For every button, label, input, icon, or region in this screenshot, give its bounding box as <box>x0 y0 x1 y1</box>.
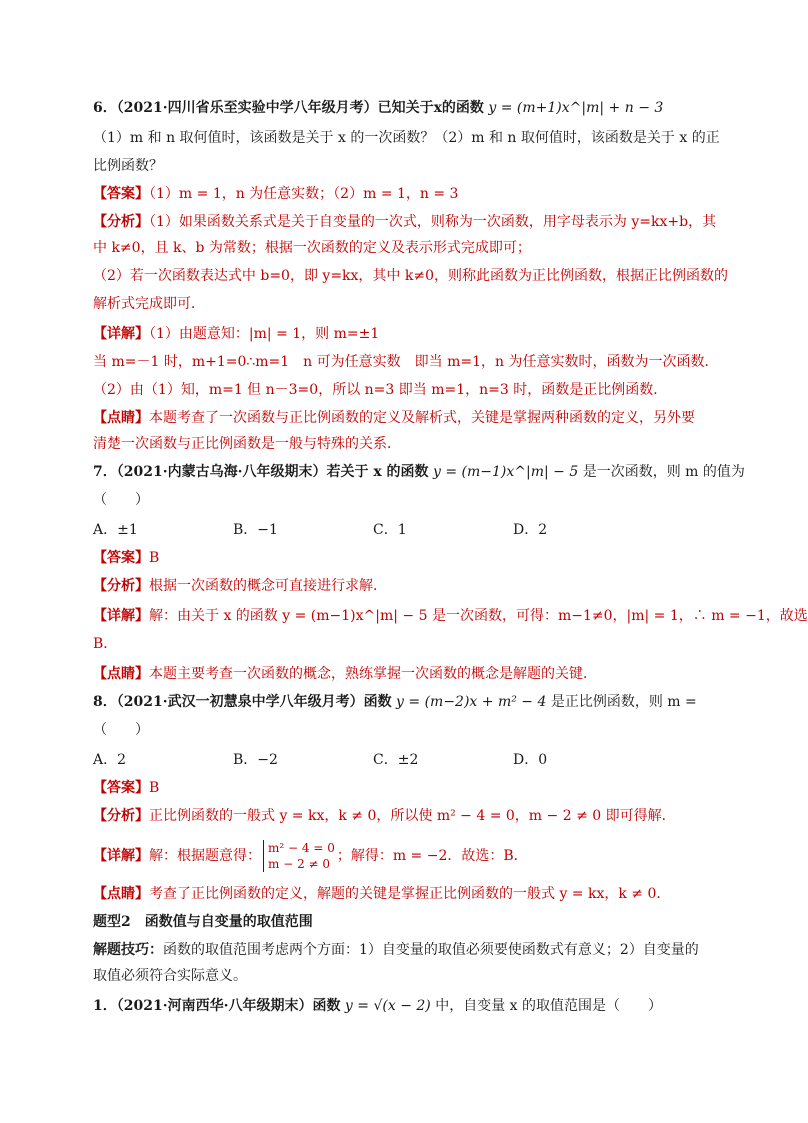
q6-title-line <box>93 98 705 118</box>
answer-text: （1）m = 1，n 为任意实数；（2）m = 1，n = 3 <box>149 186 459 202</box>
section-tip-line-2: 取值必须符合实际意义。 <box>93 968 247 984</box>
detail-tag: 【详解】 <box>93 848 149 864</box>
q8-detail <box>93 836 705 876</box>
detail-tag: 【详解】 <box>93 326 149 342</box>
q6-analysis-line-4: 解析式完成即可． <box>93 296 205 312</box>
q8-formula: y = (m−2)x + m² − 4 <box>396 694 547 710</box>
q8-option-d: D．0 <box>513 752 548 768</box>
q8-answer <box>93 778 705 798</box>
detail-post: ；解得：m = −2．故选：B． <box>336 848 528 864</box>
q6-point-line-1 <box>93 408 705 428</box>
q6-detail-line-1 <box>93 324 705 344</box>
detail-text: （1）由题意知：|m| = 1，则 m=±1 <box>149 326 380 342</box>
q8-options <box>93 750 705 770</box>
answer-text: B <box>149 780 160 796</box>
q7-analysis <box>93 576 705 596</box>
q7-formula: y = (m−1)x^|m| − 5 <box>433 464 579 480</box>
point-text: 考查了正比例函数的定义，解题的关键是掌握正比例函数的一般式 y = kx，k ≠ 0． <box>149 886 671 902</box>
q7-title-tail: 是一次函数，则 m 的值为 <box>582 464 745 480</box>
point-tag: 【点睛】 <box>93 886 149 902</box>
answer-tag: 【答案】 <box>93 550 149 566</box>
equation-2: m − 2 ≠ 0 <box>268 857 331 871</box>
q6-analysis-line-1 <box>93 212 717 232</box>
analysis-tag: 【分析】 <box>93 578 149 594</box>
q7-option-c: C．1 <box>373 522 407 538</box>
q6-point-line-2: 清楚一次函数与正比例函数是一般与特殊的关系． <box>93 436 401 452</box>
detail-pre: 解：根据题意得： <box>149 848 261 864</box>
q7-detail-line-2: B． <box>93 636 118 652</box>
detail-text: 解：由关于 x 的函数 y = (m−1)x^|m| − 5 是一次函数，可得：m−1≠0，|m| = 1，∴ m = −1，故选 <box>149 608 808 624</box>
q1-title: 1．（2021·河南西华·八年级期末）函数 <box>93 998 341 1014</box>
q7-option-d: D．2 <box>513 522 548 538</box>
point-text: 本题考查了一次函数与正比例函数的定义及解析式，关键是掌握两种函数的定义，另外要 <box>149 410 695 426</box>
q8-paren: （ ） <box>93 722 149 738</box>
analysis-text: 根据一次函数的概念可直接进行求解． <box>149 578 387 594</box>
point-tag: 【点睛】 <box>93 410 149 426</box>
q7-title-line <box>93 462 745 482</box>
section-heading: 题型2 函数值与自变量的取值范围 <box>93 914 313 930</box>
q7-answer <box>93 548 705 568</box>
analysis-tag: 【分析】 <box>93 214 149 230</box>
q6-answer <box>93 184 705 204</box>
q8-option-b: B．−2 <box>233 752 278 768</box>
q8-point <box>93 884 705 904</box>
q1-formula: y = √(x − 2) <box>344 998 431 1014</box>
q7-title: 7．（2021·内蒙古乌海·八年级期末）若关于 x 的函数 <box>93 464 429 480</box>
q1-title-tail: 中，自变量 x 的取值范围是（ ） <box>435 998 662 1014</box>
q8-title-line <box>93 692 705 712</box>
q8-option-c: C．±2 <box>373 752 419 768</box>
q6-title: 6．（2021·四川省乐至实验中学八年级月考）已知关于x的函数 <box>93 100 484 116</box>
q7-point <box>93 664 705 684</box>
q6-analysis-line-2: 中 k≠0，且 k、b 为常数；根据一次函数的定义及表示形式完成即可； <box>93 240 531 256</box>
analysis-text: 正比例函数的一般式 y = kx，k ≠ 0，所以使 m² − 4 = 0，m − 2 ≠ 0 即可得解． <box>149 808 676 824</box>
q6-detail-line-2: 当 m=－1 时，m+1=0∴m=1 n 可为任意实数 即当 m=1，n 为任意实数时，函数为一次函数． <box>93 354 719 370</box>
tip-tag: 解题技巧： <box>93 942 163 958</box>
point-text: 本题主要考查一次函数的概念，熟练掌握一次函数的概念是解题的关键． <box>149 666 597 682</box>
q7-detail-line-1 <box>93 606 808 626</box>
q6-analysis-line-3: （2）若一次函数表达式中 b=0，即 y=kx，其中 k≠0，则称此函数为正比例函数，根据正比例函数的 <box>93 268 728 284</box>
detail-tag: 【详解】 <box>93 608 149 624</box>
answer-tag: 【答案】 <box>93 780 149 796</box>
q8-title-tail: 是正比例函数，则 m = <box>550 694 697 710</box>
q6-detail-line-3: （2）由（1）知，m=1 但 n－3=0，所以 n=3 即当 m=1，n=3 时，函数是正比例函数． <box>93 382 668 398</box>
q8-analysis <box>93 806 705 826</box>
point-tag: 【点睛】 <box>93 666 149 682</box>
q7-option-a: A．±1 <box>93 522 138 538</box>
q6-formula: y = (m+1)x^|m| + n − 3 <box>488 100 664 116</box>
q1-title-line <box>93 996 705 1016</box>
tip-text: 函数的取值范围考虑两个方面：1）自变量的取值必须要使函数式有意义；2）自变量的 <box>163 942 699 958</box>
analysis-tag: 【分析】 <box>93 808 149 824</box>
section-tip-line-1 <box>93 940 705 960</box>
answer-text: B <box>149 550 160 566</box>
equation-system <box>263 840 335 872</box>
equation-1: m² − 4 = 0 <box>268 841 335 855</box>
q7-paren: （ ） <box>93 492 149 508</box>
answer-tag: 【答案】 <box>93 186 149 202</box>
q7-options <box>93 520 705 540</box>
q7-option-b: B．−1 <box>233 522 278 538</box>
q6-question-line-1: （1）m 和 n 取何值时，该函数是关于 x 的一次函数？（2）m 和 n 取何值时，该函数是关于 x 的正 <box>93 130 720 146</box>
q6-question-line-2: 比例函数？ <box>93 158 163 174</box>
q8-option-a: A．2 <box>93 752 127 768</box>
q8-title: 8．（2021·武汉一初慧泉中学八年级月考）函数 <box>93 694 392 710</box>
analysis-text: （1）如果函数关系式是关于自变量的一次式，则称为一次函数，用字母表示为 y=kx+b，其 <box>149 214 717 230</box>
